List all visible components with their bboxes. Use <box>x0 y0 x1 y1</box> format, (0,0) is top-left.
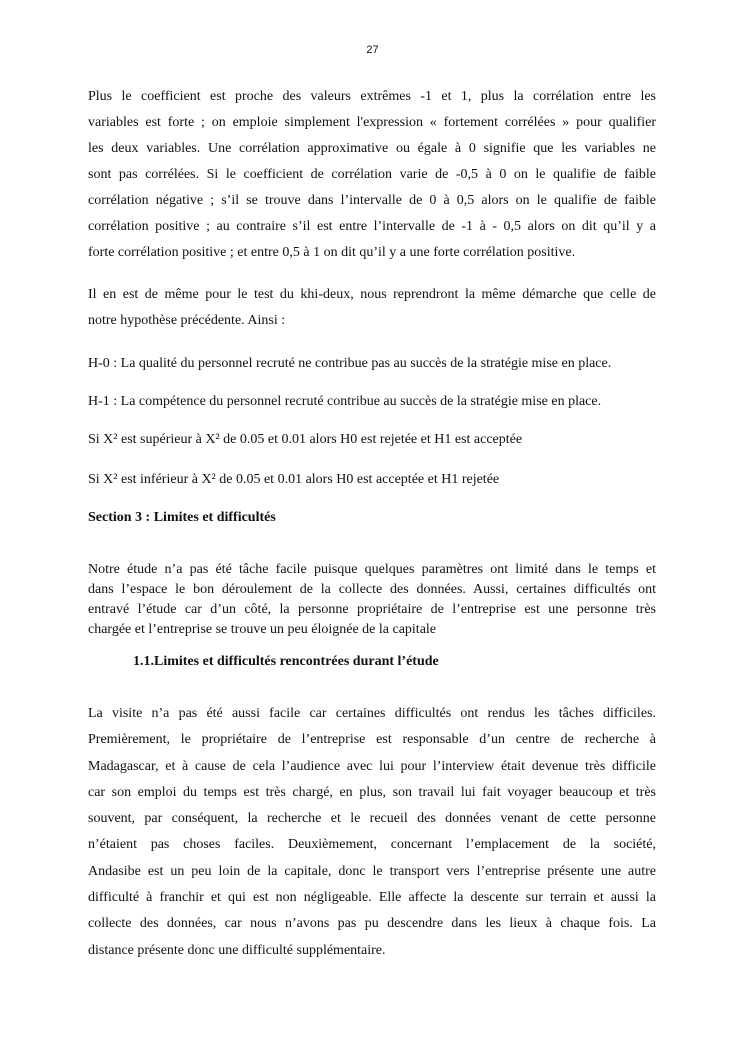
text-line: dans l’espace le bon déroulement de la collecte des données. Aussi, certaines difficultés ont <box>88 582 656 597</box>
text-line: distance présente donc une difficulté supplémentaire. <box>88 942 386 958</box>
text-line: Andasibe est un peu loin de la capitale, donc le transport vers l’entreprise présente une autre <box>88 863 656 879</box>
text-line: forte corrélation positive ; et entre 0,5 à 1 on dit qu’il y a une forte corrélation positive. <box>88 245 576 260</box>
text-line: entravé l’étude car d’un côté, la personne propriétaire de l’entreprise est une personne très <box>88 602 656 617</box>
text-line: La visite n’a pas été aussi facile car certaines difficultés ont rendus les tâches difficiles. <box>88 706 656 721</box>
subheading: 1.1.Limites et difficultés rencontrées durant l’étude <box>133 654 439 669</box>
text-line: souvent, par conséquent, la recherche et le recueil des données venant de cette personne <box>88 811 656 827</box>
text-line: Plus le coefficient est proche des valeurs extrêmes -1 et 1, plus la corrélation entre les <box>88 89 656 104</box>
hypothesis-h0: H-0 : La qualité du personnel recruté ne contribue pas au succès de la stratégie mise en place. <box>88 356 612 371</box>
text-line: Madagascar, et à cause de cela l’audience avec lui pour l’interview était devenue très difficile <box>88 758 656 774</box>
text-line: collecte des données, car nous n’avons pas pu descendre dans les lieux à chaque fois. La <box>88 916 656 932</box>
decision-rule-2: Si X² est inférieur à X² de 0.05 et 0.01 alors H0 est acceptée et H1 rejetée <box>88 472 500 487</box>
page-number: 27 <box>366 44 379 56</box>
text-line: corrélation positive ; au contraire s’il est entre l’intervalle de -1 à - 0,5 alors on dit qu’il y a <box>88 219 656 234</box>
paragraph-limits <box>88 562 656 642</box>
section-heading: Section 3 : Limites et difficultés <box>88 510 276 525</box>
text-line: sont pas corrélées. Si le coefficient de corrélation varie de -0,5 à 0 on le qualifie de faible <box>88 167 656 182</box>
text-line: n’étaient pas choses faciles. Deuxièmement, concernant l’emplacement de la société, <box>88 837 656 853</box>
decision-rule-1: Si X² est supérieur à X² de 0.05 et 0.01 alors H0 est rejetée et H1 est acceptée <box>88 432 523 447</box>
paragraph-difficulties <box>88 706 656 969</box>
text-line: Il en est de même pour le test du khi-deux, nous reprendront la même démarche que celle de <box>88 287 656 302</box>
text-line: chargée et l’entreprise se trouve un peu éloignée de la capitale <box>88 622 437 637</box>
text-line: notre hypothèse précédente. Ainsi : <box>88 313 286 328</box>
text-line: variables est forte ; on emploie simplement l'expression « fortement corrélées » pour qualifier <box>88 115 656 130</box>
hypothesis-h1: H-1 : La compétence du personnel recruté contribue au succès de la stratégie mise en place. <box>88 394 602 409</box>
text-line: Premièrement, le propriétaire de l’entreprise est responsable d’un centre de recherche à <box>88 732 656 748</box>
paragraph-correlation <box>88 89 656 271</box>
paragraph-khi-deux <box>88 287 656 339</box>
text-line: corrélation négative ; s’il se trouve dans l’intervalle de 0 à 0,5 alors on le qualifie de faible <box>88 193 656 208</box>
text-line: Notre étude n’a pas été tâche facile puisque quelques paramètres ont limité dans le temps et <box>88 562 656 577</box>
text-line: car son emploi du temps est très chargé, en plus, son travail lui fait voyager beaucoup et très <box>88 784 656 800</box>
text-line: les deux variables. Une corrélation approximative ou égale à 0 signifie que les variables ne <box>88 141 656 156</box>
text-line: difficulté à franchir et qui est non négligeable. Elle affecte la descente sur terrain et aussi la <box>88 890 656 906</box>
